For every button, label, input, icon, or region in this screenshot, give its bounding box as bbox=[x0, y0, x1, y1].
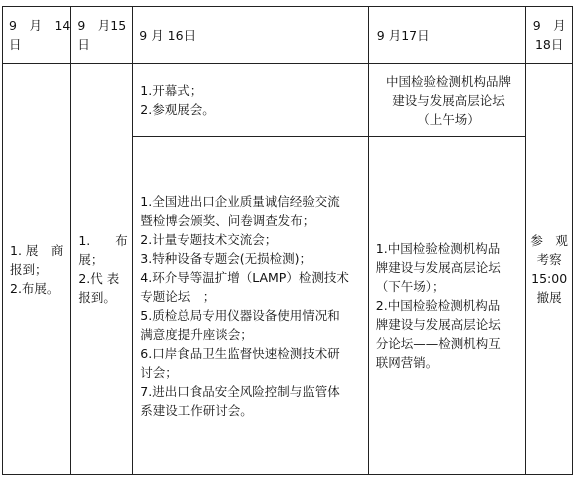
sep14-line1: 1. 展 商 bbox=[10, 242, 64, 258]
sep15-line3: 2.代 表 bbox=[78, 271, 120, 286]
header-sep17 bbox=[368, 7, 526, 64]
sep14-line3: 2.布展。 bbox=[10, 280, 60, 296]
sep16-afternoon-line4: 3.特种设备专题会(无损检测)； bbox=[140, 250, 312, 266]
sep16-afternoon-line3: 2.计量专题技术交流会； bbox=[140, 231, 278, 247]
header-sep15 bbox=[71, 7, 133, 64]
sep17-afternoon-line4: 2.中国检验检测机构品 bbox=[375, 298, 501, 313]
sep16-morning-cell bbox=[133, 64, 369, 137]
header-sep17-text: 9 月17日 bbox=[376, 27, 430, 43]
sep18-line4: 撤展 bbox=[536, 290, 562, 305]
header-sep14-line1: 9 月 14 bbox=[9, 18, 71, 33]
sep18-line2: 考察 bbox=[536, 252, 562, 267]
sep17-morning-line2: 建设与发展高层论坛 bbox=[392, 92, 505, 108]
sep17-morning-line1: 中国检验检测机构品牌 bbox=[386, 73, 512, 89]
header-row bbox=[3, 7, 573, 64]
header-sep16 bbox=[133, 7, 369, 64]
sep16-morning-line1: 1.开幕式； bbox=[140, 83, 203, 98]
sep16-afternoon-line8: 满意度提升座谈会； bbox=[140, 326, 253, 342]
sep16-afternoon-line5: 4.环介导等温扩增（LAMP）检测技术 bbox=[140, 269, 349, 285]
morning-row bbox=[3, 64, 573, 137]
sep16-afternoon-cell bbox=[133, 137, 369, 475]
sep16-afternoon-line9: 6.口岸食品卫生监督快速检测技术研 bbox=[140, 345, 340, 361]
schedule-table bbox=[2, 6, 573, 475]
sep14-cell bbox=[3, 64, 71, 475]
sep17-afternoon-line7: 联网营销。 bbox=[375, 355, 439, 370]
sep16-afternoon-line10: 讨会； bbox=[140, 364, 178, 380]
sep17-afternoon-cell bbox=[368, 137, 526, 475]
sep16-morning-line2: 2.参观展会。 bbox=[140, 102, 215, 117]
sep16-afternoon-line2: 暨检博会颁奖、问卷调查发布； bbox=[140, 212, 316, 228]
header-sep18-line2: 18日 bbox=[534, 37, 564, 52]
sep17-afternoon-line6: 分论坛——检测机构互 bbox=[375, 336, 501, 351]
sep17-afternoon-line5: 牌建设与发展高层论坛 bbox=[375, 317, 501, 332]
sep17-morning-cell bbox=[368, 64, 526, 137]
header-sep14-line2: 日 bbox=[9, 37, 22, 52]
header-sep18 bbox=[526, 7, 573, 64]
sep16-afternoon-line7: 5.质检总局专用仪器设备使用情况和 bbox=[140, 307, 340, 323]
header-sep15-line2: 日 bbox=[77, 37, 90, 52]
sep15-line2: 展； bbox=[78, 252, 104, 267]
header-sep16-text: 9 月 16日 bbox=[139, 27, 197, 43]
sep15-line4: 报到。 bbox=[78, 290, 116, 305]
header-sep14 bbox=[3, 7, 71, 64]
sep16-afternoon-line6: 专题论坛 ； bbox=[140, 288, 216, 304]
sep18-cell bbox=[526, 64, 573, 475]
sep17-afternoon-line2: 牌建设与发展高层论坛 bbox=[375, 260, 501, 275]
sep18-line1: 参 观 bbox=[530, 233, 568, 248]
sep17-afternoon-line3: （下午场）； bbox=[375, 279, 445, 294]
sep15-line1: 1. 布 bbox=[78, 233, 128, 248]
sep14-line2: 报到； bbox=[10, 261, 48, 277]
sep16-afternoon-line11: 7.进出口食品安全风险控制与监管体 bbox=[140, 383, 340, 399]
header-sep15-line1: 9 月15 bbox=[77, 18, 127, 33]
sep16-afternoon-line1: 1.全国进出口企业质量诚信经验交流 bbox=[140, 193, 340, 209]
sep15-cell bbox=[71, 64, 133, 475]
sep17-morning-line3: （上午场） bbox=[417, 111, 480, 127]
sep18-line3: 15:00 bbox=[531, 271, 568, 286]
header-sep18-line1: 9 月 bbox=[532, 18, 566, 33]
sep17-afternoon-line1: 1.中国检验检测机构品 bbox=[375, 241, 501, 256]
sep16-afternoon-line12: 系建设工作研讨会。 bbox=[140, 402, 253, 418]
